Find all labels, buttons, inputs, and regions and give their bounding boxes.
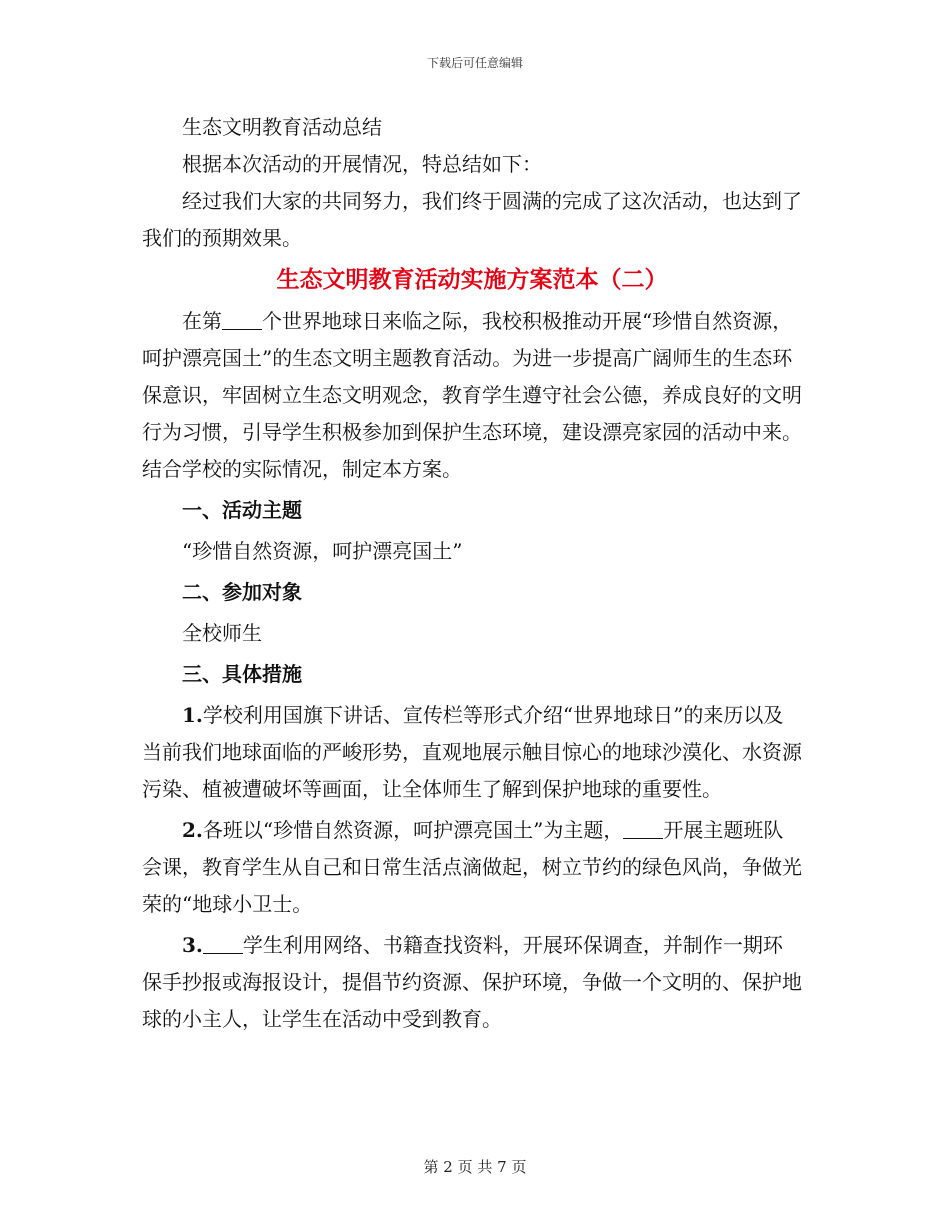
item2-text-a: 各班以“珍惜自然资源，呵护漂亮国土”为主题， [202,818,624,842]
item1-text: 学校利用国旗下讲话、宣传栏等形式介绍“世界地球日”的来历以及当前我们地球面临的严峻形势，直观地展示触目惊心的地球沙漠化、水资源污染、植被遭破坏等画面，让全体师生了解到保护地球的重要性。 [142,703,802,801]
fill-blank [203,933,243,954]
item2-text-b: 开展主题班队会课，教育学生从自己和日常生活点滴做起，树立节约的绿色风尚，争做光荣的“地球小卫士。 [142,818,802,916]
fill-blank [623,818,663,839]
item1-number: 1. [182,703,203,727]
plan-title: 生态文明教育活动实施方案范本（二） [276,266,668,293]
section1-heading: 一、活动主题 [182,498,302,522]
item2-number: 2. [182,818,203,842]
section1-text: “珍惜自然资源，呵护漂亮国土” [182,539,463,563]
item3-number: 3. [182,933,203,957]
plan-intro-prefix: 在第 [182,309,222,333]
page-footer: 第 2 页 共 7 页 [423,1158,527,1176]
summary-title: 生态文明教育活动总结 [182,115,382,139]
document-body [142,109,802,1038]
section3-heading: 三、具体措施 [182,662,302,686]
plan-intro-rest: 个世界地球日来临之际，我校积极推动开展“珍惜自然资源，呵护漂亮国土”的生态文明主题教育活动。为进一步提高广阔师生的生态环保意识，牢固树立生态文明观念，教育学生遵守社会公德，养成良好的文明行为习惯，引导学生积极参加到保护生态环境，建设漂亮家园的活动中来。结合学校的实际情况，制定本方案。 [142,309,802,481]
measure-item-1 [142,697,802,808]
section2-heading: 二、参加对象 [182,580,302,604]
plan-intro [142,303,802,488]
measure-item-3 [142,927,802,1038]
section2-text: 全校师生 [182,621,262,645]
fill-blank [222,309,262,330]
item3-text: 学生利用网络、书籍查找资料，开展环保调查，并制作一期环保手抄报或海报设计，提倡节约资源、保护环境，争做一个文明的、保护地球的小主人，让学生在活动中受到教育。 [142,933,802,1031]
summary-intro: 根据本次活动的开展情况，特总结如下： [182,152,542,176]
measure-item-2 [142,812,802,923]
summary-body: 经过我们大家的共同努力，我们终于圆满的完成了这次活动，也达到了我们的预期效果。 [142,189,802,250]
page-header: 下载后可任意编辑 [426,56,523,70]
